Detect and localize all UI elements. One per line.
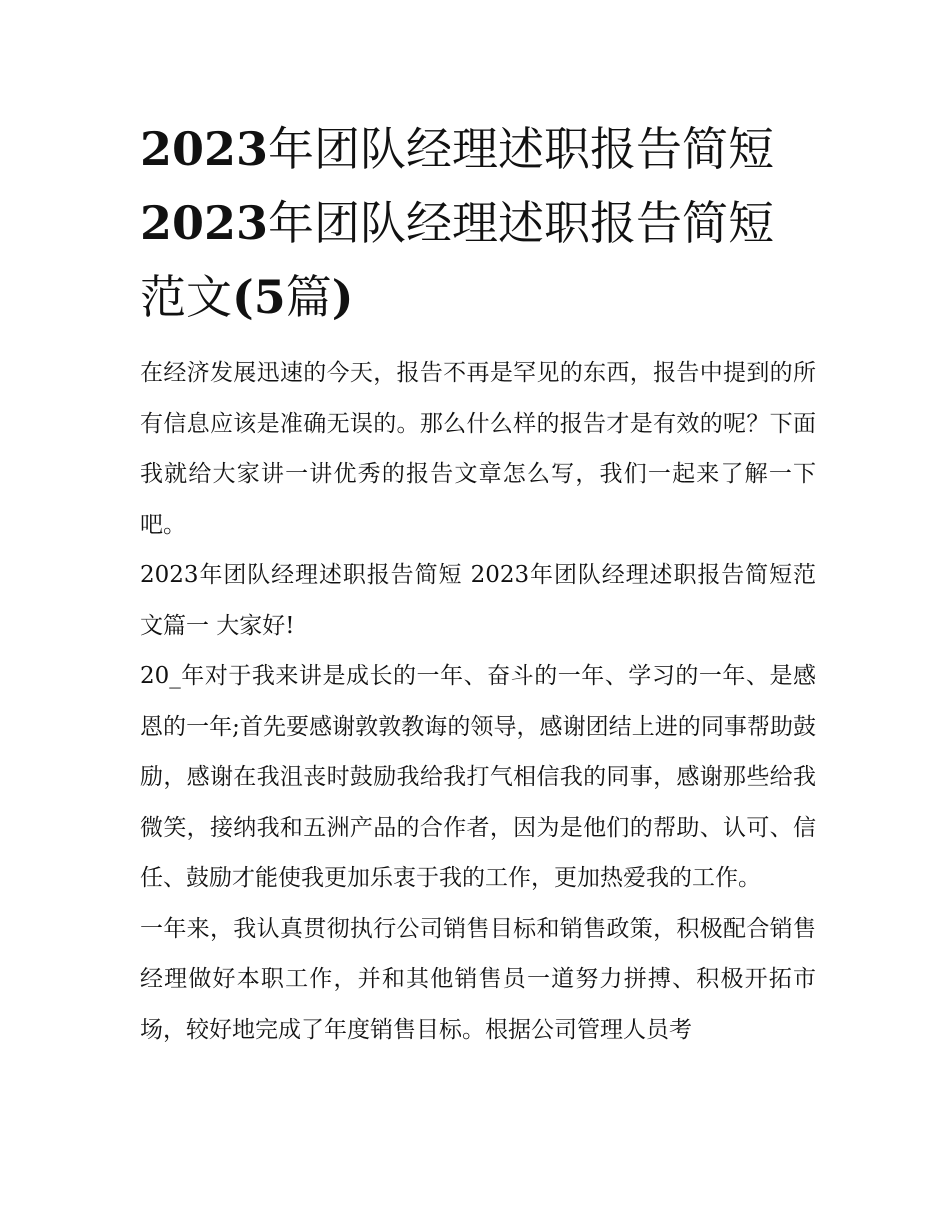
document-page [140, 112, 816, 1055]
title-year-1: 2023 [140, 122, 269, 176]
paragraph-thanks: 20_年对于我来讲是成长的一年、奋斗的一年、学习的一年、是感恩的一年;首先要感谢敦敦教诲的领导，感谢团结上进的同事帮助鼓励，感谢在我沮丧时鼓励我给我打气相信我的同事，感谢那些给我微笑，接纳我和五洲产品的合作者，因为是他们的帮助、认可、信任、鼓励才能使我更加乐衷于我的工作，更加热爱我的工作。 [140, 663, 816, 891]
title-text-2: 年团队经理述职报告简短 [268, 196, 775, 250]
title-text-1: 年团队经理述职报告简短 [268, 122, 775, 176]
title-year-2: 2023 [140, 196, 269, 250]
document-body [140, 348, 816, 1055]
title-paren-open: (5 [232, 270, 286, 324]
title-text-3: 范文 [140, 270, 232, 324]
paragraph-intro: 在经济发展迅速的今天，报告不再是罕见的东西，报告中提到的所有信息应该是准确无误的。那么什么样的报告才是有效的呢？下面我就给大家讲一讲优秀的报告文章怎么写，我们一起来了解一下吧。 [140, 360, 816, 538]
title-word: 篇 [285, 270, 332, 324]
document-title [140, 112, 816, 334]
paragraph-work: 一年来，我认真贯彻执行公司销售目标和销售政策，积极配合销售经理做好本职工作，并和其他销售员一道努力拼搏、积极开拓市场，较好地完成了年度销售目标。根据公司管理人员考 [140, 915, 816, 1043]
title-paren-close: ) [331, 270, 354, 324]
paragraph-heading: 2023年团队经理述职报告简短 2023年团队经理述职报告简短范文篇一 大家好! [140, 562, 816, 639]
